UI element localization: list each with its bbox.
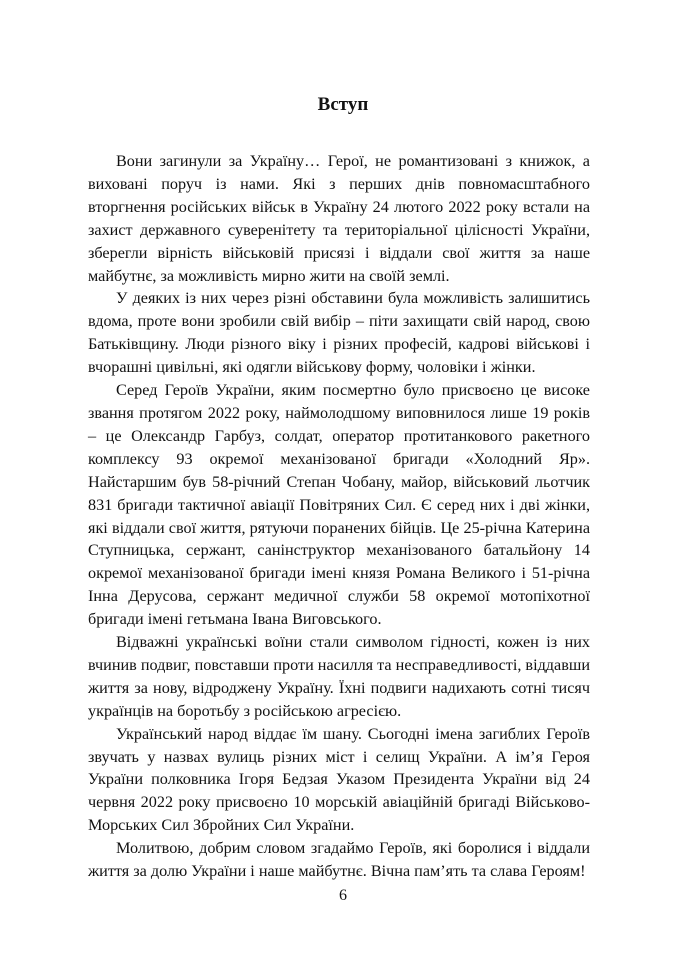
paragraph-4: Відважні українські воїни стали символом гідності, кожен із них вчинив подвиг, повставши проти насилля та несправедливості, віддавши життя за нову, відроджену Україну. Їхні подвиги надихають сотні тисяч українців на боротьбу з російською агресією. bbox=[88, 633, 590, 720]
paragraph-1: Вони загинули за Україну… Герої, не романтизовані з книжок, а виховані поруч із нами. Які з перших днів повномасштабного вторгнення російських військ в Україну 24 лютого 2022 року встали на захист державного суверенітету та територіальної цілісності України, зберегли вірність військовій присязі і віддали свої життя за наше майбутнє, за можливість мирно жити на своїй землі. bbox=[88, 152, 590, 285]
body-text bbox=[88, 150, 590, 883]
paragraph-2: У деяких із них через різні обставини була можливість залишитись вдома, проте вони зробили свій вибір – піти захищати свій народ, свою Батьківщину. Люди різного віку і різних професій, кадрові військові і вчорашні цивільні, які одягли військову форму, чоловіки і жінки. bbox=[88, 289, 590, 377]
paragraph-3: Серед Героїв України, яким посмертно було присвоєно це високе звання протягом 2022 року, наймолодшому виповнилося лише 19 років – це Олександр Гарбуз, солдат, оператор протитанкового ракетного комплексу 93 окремої механізованої бригади «Холодний Яр». Найстаршим був 58-річний Степан Чобану, майор, військовий льотчик 831 бригади тактичної авіації Повітряних Сил. Є серед них і дві жінки, які віддали свої життя, рятуючи поранених бійців. Це 25-річна Катерина Ступницька, сержант, санінструктор механізованого батальйону 14 окремої механізованої бригади імені князя Романа Великого і 51-річна Інна Дерусова, сержант медичної служби 58 окремої мотопіхотної бригади імені гетьмана Івана Виговського. bbox=[88, 381, 590, 629]
page-title: Вступ bbox=[317, 94, 369, 115]
paragraph-5: Український народ віддає їм шану. Сьогодні імена загиблих Героїв звучать у назвах вулиць різних міст і селищ України. А ім’я Героя України полковника Ігоря Бедзая Указом Президента України від 24 червня 2022 року присвоєно 10 морській авіаційній бригаді Військово-Морських Сил Збройних Сил України. bbox=[88, 724, 590, 835]
page-number: 6 bbox=[339, 887, 347, 904]
paragraph-6: Молитвою, добрим словом згадаймо Героїв, які боролися і віддали життя за долю України і наше майбутнє. Вічна пам’ять та слава Героям! bbox=[88, 839, 590, 881]
